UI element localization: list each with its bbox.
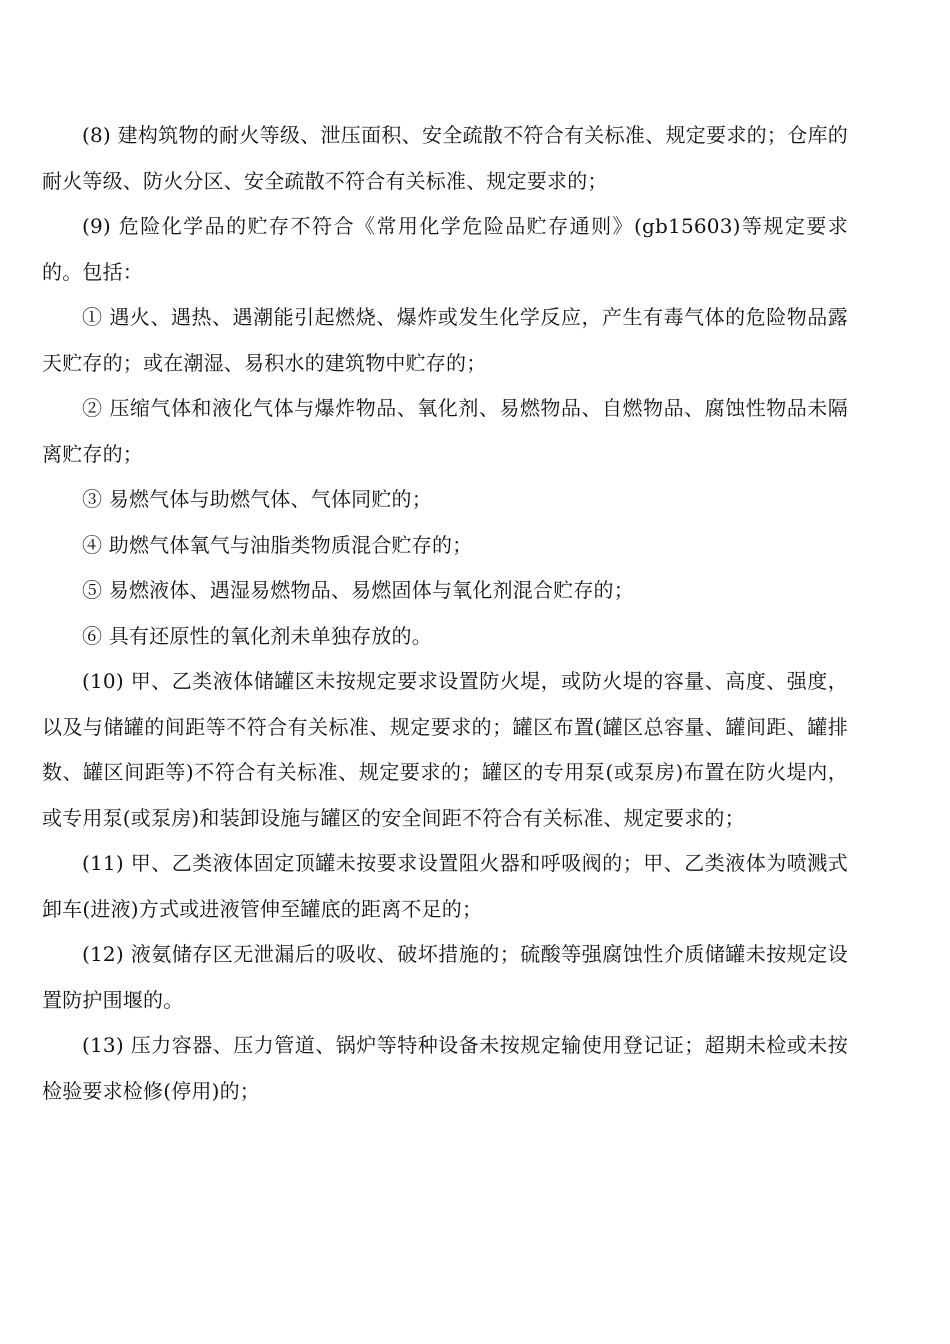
document-body [42,113,848,1114]
paragraph-item-9: (9) 危险化学品的贮存不符合《常用化学危险品贮存通则》(gb15603)等规定要求的。包括： [42,214,848,284]
paragraph-item-12: (12) 液氨储存区无泄漏后的吸收、破坏措施的；硫酸等强腐蚀性介质储罐未按规定设置防护围堰的。 [42,942,848,1012]
paragraph-item-8: (8) 建构筑物的耐火等级、泄压面积、安全疏散不符合有关标准、规定要求的；仓库的耐火等级、防火分区、安全疏散不符合有关标准、规定要求的； [42,123,848,193]
paragraph-item-13: (13) 压力容器、压力管道、锅炉等特种设备未按规定输使用登记证；超期未检或未按检验要求检修(停用)的； [42,1033,848,1103]
paragraph-item-11: (11) 甲、乙类液体固定顶罐未按要求设置阻火器和呼吸阀的；甲、乙类液体为喷溅式卸车(进液)方式或进液管伸至罐底的距离不足的； [42,851,848,921]
paragraph-item-10: (10) 甲、乙类液体储罐区未按规定要求设置防火堤，或防火堤的容量、高度、强度，以及与储罐的间距等不符合有关标准、规定要求的；罐区布置(罐区总容量、罐间距、罐排数、罐区间距等)不符合有关标准、规定要求的；罐区的专用泵(或泵房)布置在防火堤内，或专用泵(或泵房)和装卸设施与罐区的安全间距不符合有关标准、规定要求的； [42,669,848,830]
paragraph-subitem-6: ⑥ 具有还原性的氧化剂未单独存放的。 [82,623,432,648]
paragraph-subitem-4: ④ 助燃气体氧气与油脂类物质混合贮存的； [82,532,473,557]
paragraph-subitem-5: ⑤ 易燃液体、遇湿易燃物品、易燃固体与氧化剂混合贮存的； [82,578,634,602]
paragraph-subitem-3: ③ 易燃气体与助燃气体、气体同贮的； [82,487,432,511]
paragraph-subitem-1: ① 遇火、遇热、遇潮能引起燃烧、爆炸或发生化学反应，产生有毒气体的危险物品露天贮存的；或在潮湿、易积水的建筑物中贮存的； [42,305,848,375]
paragraph-subitem-2: ② 压缩气体和液化气体与爆炸物品、氧化剂、易燃物品、自燃物品、腐蚀性物品未隔离贮存的； [42,396,848,466]
